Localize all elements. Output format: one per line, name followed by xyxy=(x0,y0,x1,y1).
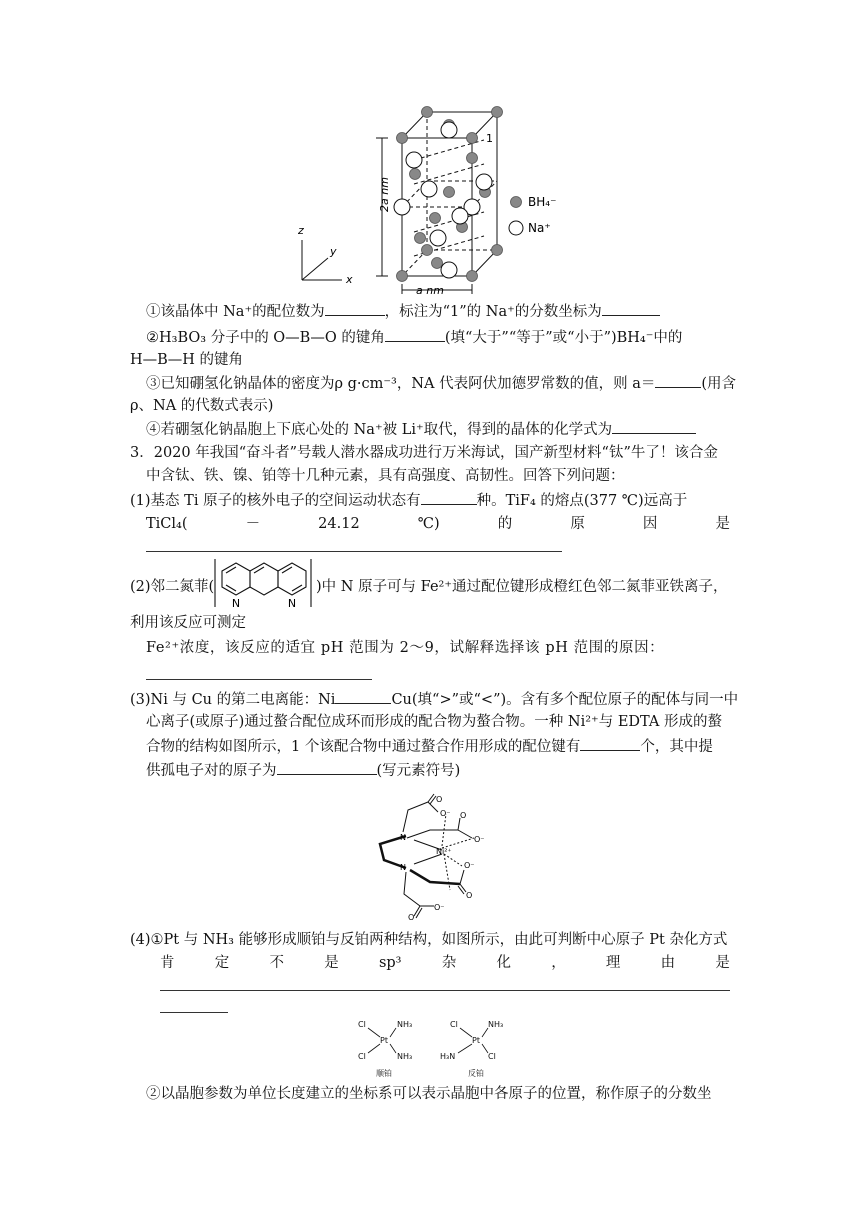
q3-intro-1: 3．2020 年我国“奋斗者”号载人潜水器成功进行万米海试，国产新型材料“钛”牛了！该合金 xyxy=(130,445,718,461)
q3-part-2-cont: 利用该反应可测定 xyxy=(130,615,246,631)
answer-blank[interactable] xyxy=(655,373,701,388)
edta-o-minus: O⁻ xyxy=(464,861,475,870)
answer-blank[interactable] xyxy=(421,490,477,505)
legend-na-symbol xyxy=(509,221,523,235)
answer-line[interactable] xyxy=(160,990,730,991)
q3-part-1-justified: TiCl₄( － 24.12 ℃) 的 原 因 是 xyxy=(146,516,730,532)
answer-line[interactable] xyxy=(146,679,372,680)
edta-ni: Ni²⁺ xyxy=(436,847,452,856)
q3-part-3-line-2: 心离子(或原子)通过螯合配位成环而形成的配合物为螯合物。一种 Ni²⁺与 EDTA 形成的螯 xyxy=(146,714,722,730)
cis-pt: Pt xyxy=(380,1036,388,1045)
trans-cl-bottom: Cl xyxy=(488,1052,496,1061)
q2-item-2: ②H₃BO₃ 分子中的 O—B—O 的键角 (填“大于”“等于”或“小于”)BH₄⁻中的 xyxy=(146,327,682,348)
edta-o: O xyxy=(436,795,443,804)
q2-item-3-cont: ρ、NA 的代数式表示) xyxy=(130,398,274,414)
answer-blank[interactable] xyxy=(335,689,391,704)
width-label: a nm xyxy=(416,284,444,295)
legend-bh4-symbol xyxy=(511,197,522,208)
cis-nh3-bottom: NH₃ xyxy=(397,1052,413,1061)
q3-part-3-line-3: 合物的结构如图所示，1 个该配合物中通过螯合作用形成的配位键有 个，其中提 xyxy=(146,736,713,757)
legend-bh4-label: BH₄⁻ xyxy=(528,195,557,209)
ni-edta-structure xyxy=(370,788,500,922)
platin-structures xyxy=(340,1016,530,1080)
cis-label: 顺铂 xyxy=(376,1069,392,1078)
q2-item-2-cont: H—B—H 的键角 xyxy=(130,352,244,368)
q3-part-3-line-4: 供孤电子对的原子为 (写元素符号) xyxy=(146,760,460,781)
axis-y-label: y xyxy=(330,245,337,258)
q3-part-1: (1)基态 Ti 原子的核外电子的空间运动状态有 种。TiF₄ 的熔点(377 ℃)远高于 xyxy=(130,490,687,511)
cis-cl-top: Cl xyxy=(358,1020,366,1029)
q2-item-4: ④若硼氢化钠晶胞上下底心处的 Na⁺被 Li⁺取代，得到的晶体的化学式为 xyxy=(146,419,696,440)
trans-cl-top: Cl xyxy=(450,1020,458,1029)
edta-n: N xyxy=(400,863,406,872)
answer-line[interactable] xyxy=(160,1012,228,1013)
q3-part-2-prefix: (2)邻二氮菲( xyxy=(130,579,215,595)
answer-blank[interactable] xyxy=(602,301,660,316)
phenanthroline-structure xyxy=(210,557,316,613)
edta-o: O xyxy=(466,891,473,900)
height-label: 2a nm xyxy=(378,177,391,212)
edta-o-minus: O⁻ xyxy=(434,903,445,912)
axis-z-label: z xyxy=(298,224,304,237)
atom-1-label: 1 xyxy=(486,132,493,145)
trans-pt: Pt xyxy=(472,1036,480,1045)
phen-n-right: N xyxy=(287,597,297,610)
answer-blank[interactable] xyxy=(385,327,445,342)
q3-part-3: (3)Ni 与 Cu 的第二电离能：Ni Cu(填“>”或“<”)。含有多个配位原子的配体与同一中 xyxy=(130,689,738,710)
answer-blank[interactable] xyxy=(277,760,377,775)
answer-blank[interactable] xyxy=(612,419,696,434)
q2-item-1: ①该晶体中 Na⁺的配位数为 ，标注为“1”的 Na⁺的分数坐标为 xyxy=(146,301,660,322)
edta-o-minus: O⁻ xyxy=(440,809,451,818)
edta-o: O xyxy=(460,811,467,820)
cis-cl-bottom: Cl xyxy=(358,1052,366,1061)
q3-part-4-item-2: ②以晶胞参数为单位长度建立的坐标系可以表示晶胞中各原子的位置，称作原子的分数坐 xyxy=(146,1086,712,1102)
cis-nh3-top: NH₃ xyxy=(397,1020,413,1029)
trans-label: 反铂 xyxy=(468,1069,484,1078)
legend-na-label: Na⁺ xyxy=(528,221,551,235)
answer-blank[interactable] xyxy=(580,736,640,751)
q3-part-2-suffix: )中 N 原子可与 Fe²⁺通过配位键形成橙红色邻二氮菲亚铁离子， xyxy=(316,579,728,595)
q3-part-2-pH: Fe²⁺浓度，该反应的适宜 pH 范围为 2～9，试解释选择该 pH 范围的原因： xyxy=(146,640,665,656)
edta-o-minus: O⁻ xyxy=(474,835,485,844)
edta-n: N xyxy=(400,833,406,842)
q3-part-4-justified: 肯 定 不 是 sp³ 杂 化 ， 理 由 是 xyxy=(160,955,730,971)
edta-o: O xyxy=(408,913,415,922)
trans-h3n-bottom: H₃N xyxy=(440,1052,456,1061)
q3-intro-2: 中含钛、铁、镍、铂等十几种元素，具有高强度、高韧性。回答下列问题： xyxy=(146,468,625,484)
answer-blank[interactable] xyxy=(325,301,385,316)
phen-n-left: N xyxy=(231,597,241,610)
q2-item-3: ③已知硼氢化钠晶体的密度为ρ g·cm⁻³，NA 代表阿伏加德罗常数的值，则 a＝ (用含 xyxy=(146,373,736,394)
answer-line[interactable] xyxy=(146,551,562,552)
axis-x-label: x xyxy=(346,273,353,286)
trans-nh3-top: NH₃ xyxy=(488,1020,504,1029)
q3-part-4: (4)①Pt 与 NH₃ 能够形成顺铂与反铂两种结构，如图所示，由此可判断中心原子 Pt 杂化方式 xyxy=(130,932,728,948)
crystal-cell-figure xyxy=(290,100,580,295)
